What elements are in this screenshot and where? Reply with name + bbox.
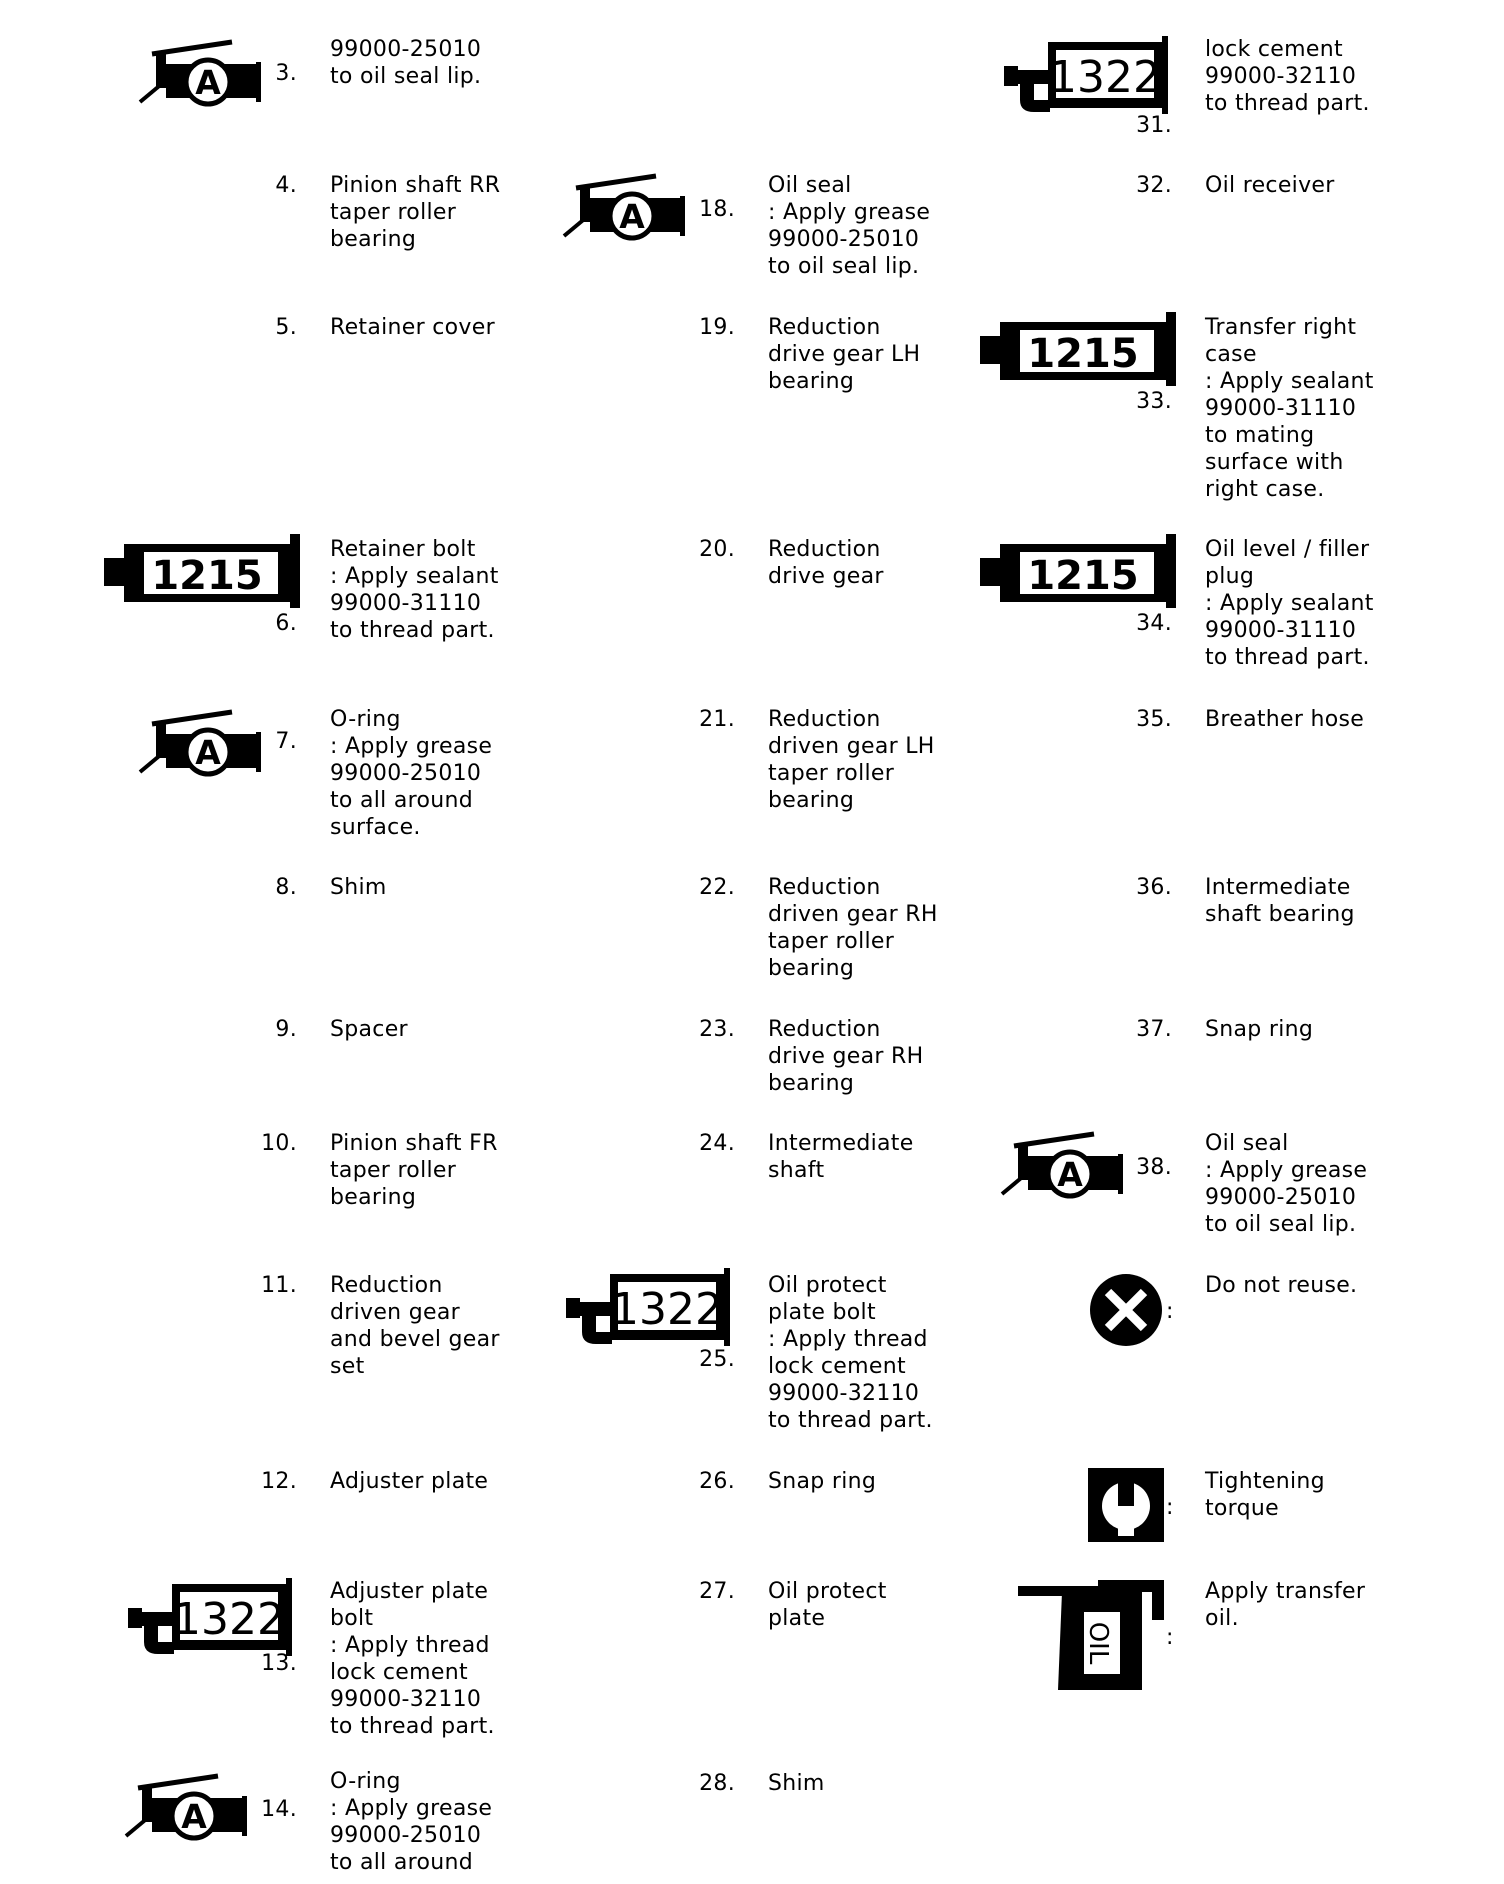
item-description: Pinion shaft RR taper roller bearing (330, 173, 501, 252)
item-description: Intermediate shaft bearing (1205, 875, 1355, 927)
svg-text:A: A (195, 63, 221, 102)
transfer-oil-icon (1018, 1578, 1164, 1692)
legend-description: Apply transfer oil. (1205, 1579, 1366, 1631)
item-description: Pinion shaft FR taper roller bearing (330, 1131, 498, 1210)
sealant-1215-icon (104, 534, 300, 608)
sealant-1215-icon (980, 534, 1176, 608)
item-description: Adjuster plate (330, 1469, 489, 1494)
item-description: Adjuster plate bolt : Apply thread lock cement 99000-32110 to thread part. (330, 1579, 495, 1739)
item-number: 26. (699, 1469, 735, 1494)
do-not-reuse-icon (1088, 1272, 1164, 1348)
item-number: 14. (261, 1797, 297, 1822)
item-description: Breather hose (1205, 707, 1365, 732)
item-number: 13. (261, 1651, 297, 1676)
item-number: 33. (1136, 389, 1172, 414)
item-description: Oil receiver (1205, 173, 1335, 198)
icon-label: OIL (1083, 1621, 1113, 1665)
item-number: 10. (261, 1131, 297, 1156)
item-number: 27. (699, 1579, 735, 1604)
icon-label: 1322 (173, 1594, 285, 1645)
item-number: 31. (1136, 113, 1172, 138)
item-description: Reduction driven gear LH taper roller bearing (768, 707, 935, 813)
legend-description: Do not reuse. (1205, 1273, 1358, 1298)
item-description: Spacer (330, 1017, 408, 1042)
item-description: Oil seal : Apply grease 99000-25010 to oil seal lip. (768, 173, 931, 279)
item-description: 99000-25010 to oil seal lip. (330, 37, 482, 89)
icon-label: 1322 (1049, 52, 1161, 103)
item-description: Reduction driven gear RH taper roller bearing (768, 875, 938, 981)
thread-lock-1322-icon (1004, 36, 1170, 116)
tightening-torque-icon (1088, 1468, 1164, 1542)
item-number: 11. (261, 1273, 297, 1298)
item-description: Oil protect plate (768, 1579, 887, 1631)
item-number: 7. (275, 729, 297, 754)
item-description: Reduction drive gear LH bearing (768, 315, 921, 394)
legend-separator: : (1166, 1299, 1174, 1324)
icon-label: 1215 (151, 553, 263, 599)
item-number: 23. (699, 1017, 735, 1042)
item-number: 5. (275, 315, 297, 340)
svg-text:A: A (619, 197, 645, 236)
thread-lock-1322-icon (128, 1578, 294, 1658)
item-number: 34. (1136, 611, 1172, 636)
item-description: Oil seal : Apply grease 99000-25010 to oil seal lip. (1205, 1131, 1368, 1237)
item-number: 6. (275, 611, 297, 636)
icon-label: 1322 (611, 1284, 723, 1335)
item-description: Shim (768, 1771, 825, 1796)
item-number: 25. (699, 1347, 735, 1372)
item-number: 4. (275, 173, 297, 198)
item-number: 19. (699, 315, 735, 340)
item-number: 12. (261, 1469, 297, 1494)
item-number: 32. (1136, 173, 1172, 198)
item-number: 28. (699, 1771, 735, 1796)
sealant-1215-icon (980, 312, 1176, 386)
item-number: 18. (699, 197, 735, 222)
item-number: 9. (275, 1017, 297, 1042)
item-number: 38. (1136, 1155, 1172, 1180)
item-description: Reduction drive gear (768, 537, 884, 589)
item-description: Reduction driven gear and bevel gear set (330, 1273, 500, 1379)
item-description: Intermediate shaft (768, 1131, 914, 1183)
item-number: 36. (1136, 875, 1172, 900)
item-description: Snap ring (1205, 1017, 1314, 1042)
item-description: O-ring : Apply grease 99000-25010 to all around (330, 1769, 493, 1875)
item-number: 37. (1136, 1017, 1172, 1042)
legend-description: Tightening torque (1205, 1469, 1325, 1521)
item-description: lock cement 99000-32110 to thread part. (1205, 37, 1370, 116)
thread-lock-1322-icon (566, 1268, 732, 1348)
svg-text:A: A (1057, 1155, 1083, 1194)
item-number: 35. (1136, 707, 1172, 732)
item-number: 20. (699, 537, 735, 562)
svg-text:A: A (181, 1797, 207, 1836)
icon-label: 1215 (1027, 553, 1139, 599)
svg-text:A: A (195, 733, 221, 772)
legend-separator: : (1166, 1495, 1174, 1520)
item-description: Retainer bolt : Apply sealant 99000-31110 to thread part. (330, 537, 499, 643)
item-description: O-ring : Apply grease 99000-25010 to all around surface. (330, 707, 493, 840)
item-description: Retainer cover (330, 315, 495, 340)
item-description: Reduction drive gear RH bearing (768, 1017, 924, 1096)
legend-separator: : (1166, 1625, 1174, 1650)
item-description: Transfer right case : Apply sealant 99000-31110 to mating surface with right case. (1205, 315, 1374, 502)
item-description: Oil level / filler plug : Apply sealant 99000-31110 to thread part. (1205, 537, 1374, 670)
item-description: Shim (330, 875, 387, 900)
item-description: Oil protect plate bolt : Apply thread lock cement 99000-32110 to thread part. (768, 1273, 933, 1433)
item-number: 22. (699, 875, 735, 900)
item-number: 8. (275, 875, 297, 900)
item-number: 3. (275, 61, 297, 86)
item-number: 24. (699, 1131, 735, 1156)
item-description: Snap ring (768, 1469, 877, 1494)
icon-label: 1215 (1027, 331, 1139, 377)
item-number: 21. (699, 707, 735, 732)
